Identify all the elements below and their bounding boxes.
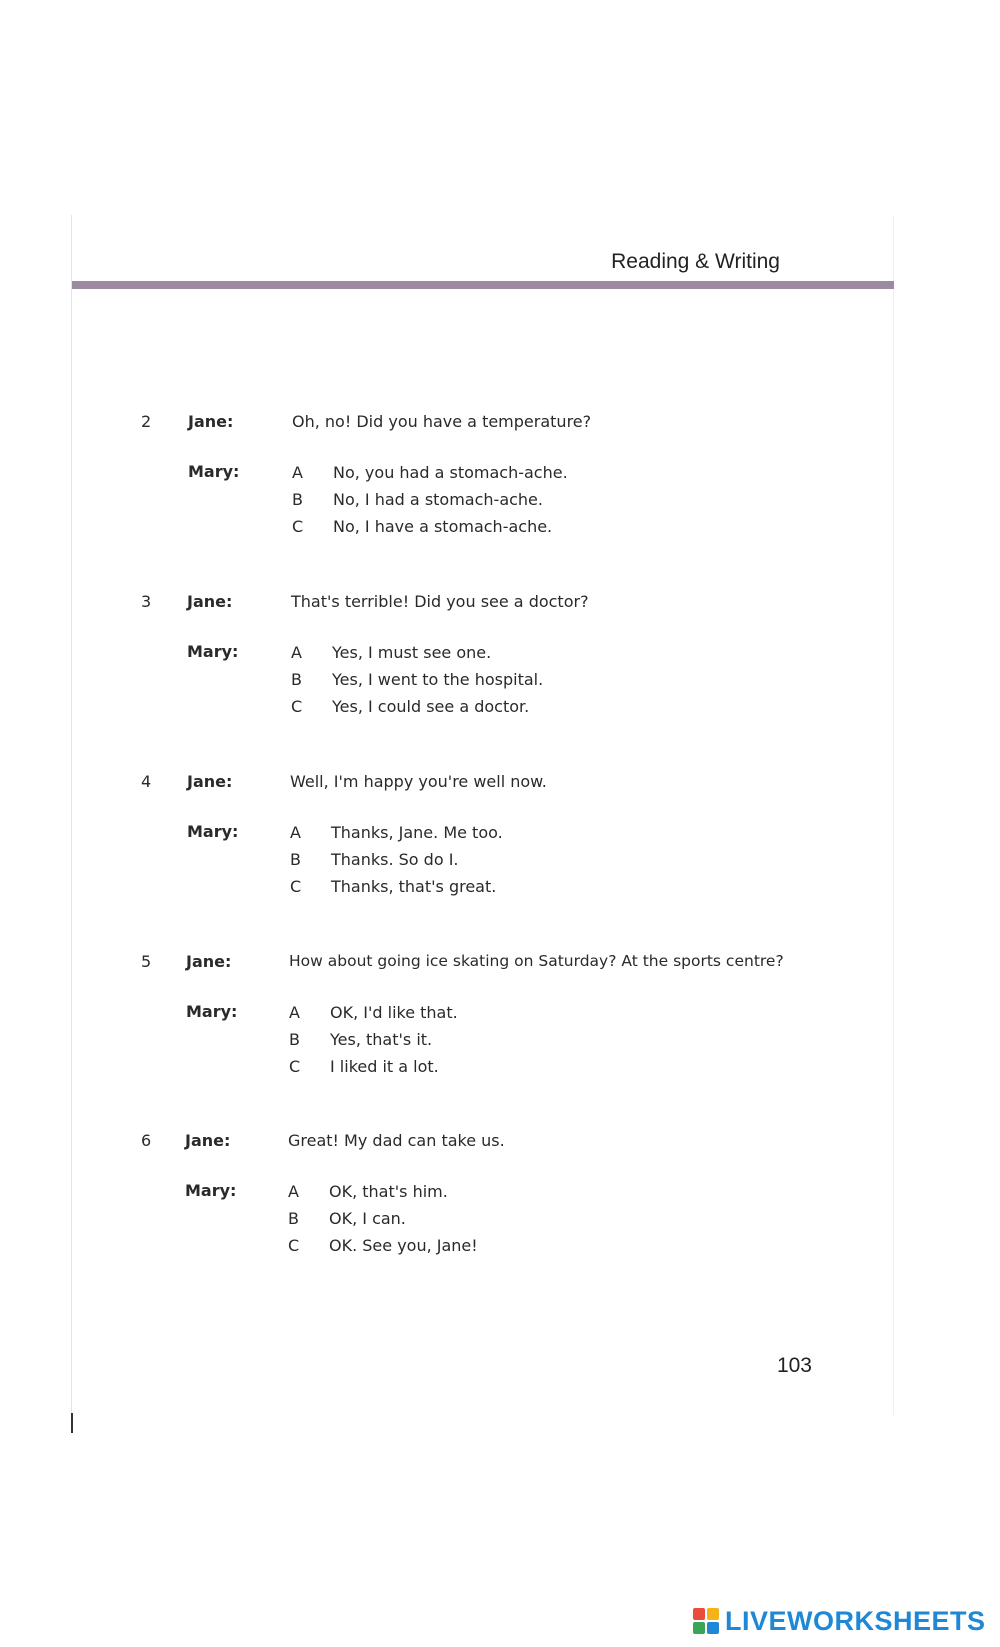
page-number: 103 <box>776 1354 812 1377</box>
option-b-text[interactable]: Yes, that's it. <box>330 1030 433 1049</box>
option-a-text[interactable]: OK, I'd like that. <box>330 1003 458 1022</box>
option-b-letter[interactable]: B <box>292 490 303 509</box>
liveworksheets-logo-icon <box>693 1608 719 1634</box>
option-c-text[interactable]: I liked it a lot. <box>330 1057 439 1076</box>
option-c-letter[interactable]: C <box>290 877 302 896</box>
option-c-letter[interactable]: C <box>288 1236 300 1255</box>
speaker-mary: Mary: <box>188 462 240 481</box>
option-b-text[interactable]: Yes, I went to the hospital. <box>332 670 544 689</box>
option-a-text[interactable]: No, you had a stomach-ache. <box>333 463 568 482</box>
header-divider-bar <box>72 281 894 289</box>
option-c-text[interactable]: Yes, I could see a doctor. <box>332 697 530 716</box>
option-c-text[interactable]: Thanks, that's great. <box>331 877 497 896</box>
speaker-jane: Jane: <box>187 592 233 611</box>
speaker-mary: Mary: <box>185 1181 237 1200</box>
option-c-letter[interactable]: C <box>292 517 304 536</box>
option-c-text[interactable]: No, I have a stomach-ache. <box>333 517 553 536</box>
question-number: 5 <box>141 952 152 971</box>
option-a-text[interactable]: Thanks, Jane. Me too. <box>331 823 503 842</box>
speaker-jane: Jane: <box>185 1131 231 1150</box>
section-title: Reading & Writing <box>611 250 780 273</box>
option-b-text[interactable]: OK, I can. <box>329 1209 406 1228</box>
option-a-letter[interactable]: A <box>289 1003 300 1022</box>
option-a-letter[interactable]: A <box>292 463 303 482</box>
speaker-mary: Mary: <box>187 822 239 841</box>
liveworksheets-brand[interactable] <box>693 1603 986 1639</box>
brand-wordmark: LIVEWORKSHEETS <box>725 1605 986 1636</box>
page-edge-right <box>893 215 894 1415</box>
question-number: 2 <box>141 412 152 431</box>
option-b-letter[interactable]: B <box>291 670 302 689</box>
option-c-letter[interactable]: C <box>289 1057 301 1076</box>
option-a-letter[interactable]: A <box>290 823 301 842</box>
question-number: 4 <box>141 772 152 791</box>
page-edge-left <box>71 215 72 1415</box>
speaker-jane: Jane: <box>186 952 232 971</box>
speaker-jane: Jane: <box>188 412 234 431</box>
question-prompt: How about going ice skating on Saturday? At the sports centre? <box>289 952 784 970</box>
speaker-jane: Jane: <box>187 772 233 791</box>
question-prompt: Oh, no! Did you have a temperature? <box>292 412 592 431</box>
option-c-text[interactable]: OK. See you, Jane! <box>329 1236 478 1255</box>
question-prompt: That's terrible! Did you see a doctor? <box>291 592 589 611</box>
option-b-letter[interactable]: B <box>288 1209 299 1228</box>
option-a-text[interactable]: Yes, I must see one. <box>332 643 492 662</box>
speaker-mary: Mary: <box>186 1002 238 1021</box>
option-b-letter[interactable]: B <box>289 1030 300 1049</box>
option-a-letter[interactable]: A <box>288 1182 299 1201</box>
question-number: 6 <box>141 1131 152 1150</box>
option-a-letter[interactable]: A <box>291 643 302 662</box>
page-mark <box>71 1413 73 1433</box>
option-b-letter[interactable]: B <box>290 850 301 869</box>
question-number: 3 <box>141 592 152 611</box>
question-prompt: Well, I'm happy you're well now. <box>290 772 547 791</box>
option-b-text[interactable]: No, I had a stomach-ache. <box>333 490 543 509</box>
question-prompt: Great! My dad can take us. <box>288 1131 505 1150</box>
option-b-text[interactable]: Thanks. So do I. <box>331 850 459 869</box>
option-c-letter[interactable]: C <box>291 697 303 716</box>
speaker-mary: Mary: <box>187 642 239 661</box>
option-a-text[interactable]: OK, that's him. <box>329 1182 448 1201</box>
